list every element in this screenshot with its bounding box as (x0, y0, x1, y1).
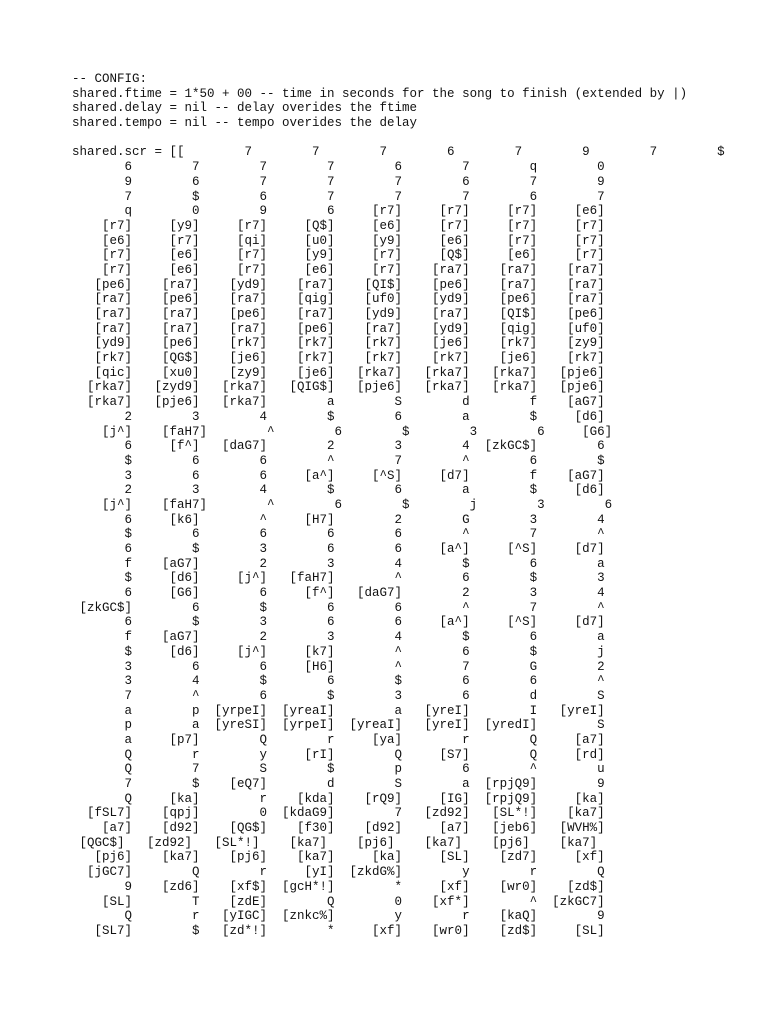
score-line: [rka7] [zyd9] [rka7] [QIG$] [pje6] [rka7] [rka7] [pje6] (72, 380, 605, 395)
score-line: [r7] [e6] [r7] [y9] [r7] [Q$] [e6] [r7] (72, 248, 605, 263)
score-line: 2 3 4 $ 6 a $ [d6] (72, 483, 605, 498)
score-line: Q 7 S $ p 6 ^ u (72, 762, 605, 777)
score-line: [pe6] [ra7] [yd9] [ra7] [QI$] [pe6] [ra7] [ra7] (72, 277, 605, 292)
score-line: [QGC$] [zd92] [SL*!] [ka7] [pj6] [ka7] [pj6] [ka7] (72, 835, 598, 850)
score-line: [yd9] [pe6] [rk7] [rk7] [rk7] [je6] [rk7] [zy9] (72, 336, 605, 351)
score-line: 2 3 4 $ 6 a $ [d6] (72, 409, 605, 424)
score-line: [jGC7] Q r [yI] [zkdG%] y r Q (72, 865, 605, 880)
score-line: $ [d6] [j^] [faH7] ^ 6 $ 3 (72, 571, 605, 586)
score-line: 6 [f^] [daG7] 2 3 4 [zkGC$] 6 (72, 439, 605, 454)
score-line: 6 $ 3 6 6 [a^] [^S] [d7] (72, 615, 605, 630)
blank-line (72, 131, 752, 146)
score-line: [qic] [xu0] [zy9] [je6] [rka7] [rka7] [rka7] [pje6] (72, 365, 605, 380)
score-line: [zkGC$] 6 $ 6 6 ^ 7 ^ (72, 600, 605, 615)
score-line: 7 $ [eQ7] d S a [rpjQ9] 9 (72, 777, 605, 791)
score-line: [a7] [d92] [QG$] [f30] [d92] [a7] [jeb6] [WVH%] (72, 821, 605, 836)
score-line: q 0 9 6 [r7] [r7] [r7] [e6] (72, 204, 605, 219)
code-document (72, 72, 752, 939)
score-line: $ 6 6 ^ 7 ^ 6 $ (72, 453, 605, 468)
score-line: [r7] [y9] [r7] [Q$] [e6] [r7] [r7] [r7] (72, 218, 605, 233)
score-line: 3 6 6 [a^] [^S] [d7] f [aG7] (72, 468, 605, 483)
score-line: [rka7] [pje6] [rka7] a S d f [aG7] (72, 395, 605, 410)
score-line: 7 ^ 6 $ 3 6 d S (72, 688, 605, 703)
score-line: p a [yreSI] [yrpeI] [yreaI] [yreI] [yredI] S (72, 718, 605, 733)
score-line: $ 6 6 6 6 ^ 7 ^ (72, 527, 605, 542)
score-line: 3 4 $ 6 $ 6 6 ^ (72, 674, 605, 689)
score-line: [fSL7] [qpj] 0 [kdaG9] 7 [zd92] [SL*!] [ka7] (72, 806, 605, 821)
config-tempo-line: shared.tempo = nil -- tempo overides the delay (72, 116, 418, 131)
score-line: 9 6 7 7 7 6 7 9 (72, 174, 605, 189)
config-header: -- CONFIG: (72, 72, 148, 86)
config-delay-line: shared.delay = nil -- delay overides the ftime (72, 101, 418, 116)
score-line: 6 7 7 7 6 7 q 0 (72, 160, 605, 175)
score-line: 6 [G6] 6 [f^] [daG7] 2 3 4 (72, 586, 605, 601)
score-line: shared.scr = [[ 7 7 7 6 7 9 7 $ (72, 145, 725, 160)
score-line: a [p7] Q r [ya] r Q [a7] (72, 732, 605, 747)
score-block (72, 145, 752, 938)
config-ftime-line: shared.ftime = 1*50 + 00 -- time in seconds for the song to finish (extended by |) (72, 86, 688, 101)
score-line: a p [yrpeI] [yreaI] a [yreI] I [yreI] (72, 703, 605, 718)
score-line: [SL7] $ [zd*!] * [xf] [wr0] [zd$] [SL] (72, 923, 605, 938)
score-line: Q r y [rI] Q [S7] Q [rd] (72, 747, 605, 762)
score-line: 7 $ 6 7 7 7 6 7 (72, 189, 605, 204)
score-line: [ra7] [ra7] [ra7] [pe6] [ra7] [yd9] [qig] [uf0] (72, 321, 605, 336)
score-line: 3 6 6 [H6] ^ 7 G 2 (72, 659, 605, 674)
score-line: [rk7] [QG$] [je6] [rk7] [rk7] [rk7] [je6] [rk7] (72, 351, 605, 366)
score-line: f [aG7] 2 3 4 $ 6 a (72, 556, 605, 571)
score-line: f [aG7] 2 3 4 $ 6 a (72, 630, 605, 645)
score-line: Q r [yIGC] [znkc%] y r [kaQ] 9 (72, 909, 605, 924)
score-line: [SL] T [zdE] Q 0 [xf*] ^ [zkGC7] (72, 894, 605, 909)
score-line: [ra7] [pe6] [ra7] [qig] [uf0] [yd9] [pe6] [ra7] (72, 292, 605, 307)
score-line: [e6] [r7] [qi] [u0] [y9] [e6] [r7] [r7] (72, 233, 605, 248)
score-line: [r7] [e6] [r7] [e6] [r7] [ra7] [ra7] [ra7] (72, 262, 605, 277)
score-line: 6 $ 3 6 6 [a^] [^S] [d7] (72, 542, 605, 556)
score-line: $ [d6] [j^] [k7] ^ 6 $ j (72, 644, 605, 659)
score-line: [ra7] [ra7] [pe6] [ra7] [yd9] [ra7] [QI$] [pe6] (72, 307, 605, 321)
score-line: 9 [zd6] [xf$] [gcH*!] * [xf] [wr0] [zd$] (72, 879, 605, 894)
score-line: [j^] [faH7] ^ 6 $ j 3 6 (72, 497, 613, 512)
score-line: [pj6] [ka7] [pj6] [ka7] [ka] [SL] [zd7] [xf] (72, 850, 605, 865)
score-line: 6 [k6] ^ [H7] 2 G 3 4 (72, 512, 605, 527)
score-line: Q [ka] r [kda] [rQ9] [IG] [rpjQ9] [ka] (72, 791, 605, 806)
score-line: [j^] [faH7] ^ 6 $ 3 6 [G6] (72, 424, 613, 439)
